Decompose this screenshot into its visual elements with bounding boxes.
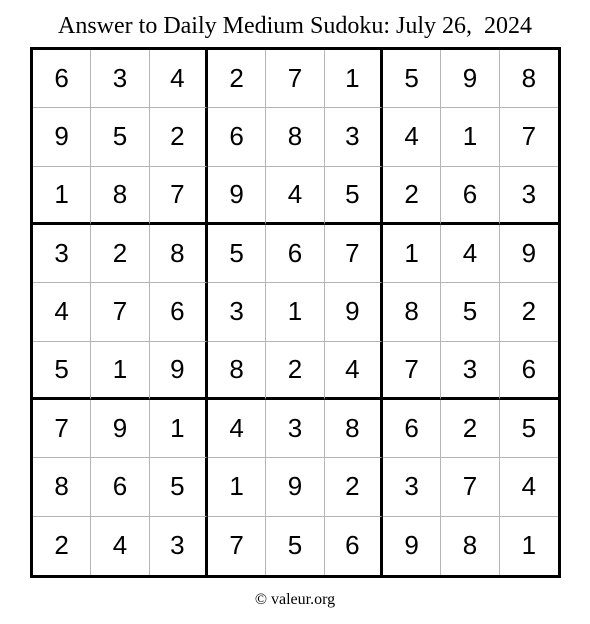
- sudoku-cell-r2c6: 3: [325, 108, 383, 166]
- sudoku-cell-r6c6: 4: [325, 342, 383, 400]
- sudoku-cell-r7c4: 4: [208, 400, 266, 458]
- sudoku-cell-r3c8: 6: [441, 167, 499, 225]
- sudoku-board: [30, 47, 561, 578]
- sudoku-cell-r8c6: 2: [325, 458, 383, 516]
- sudoku-cell-r4c8: 4: [441, 225, 499, 283]
- sudoku-cell-r2c5: 8: [266, 108, 324, 166]
- sudoku-cell-r6c2: 1: [91, 342, 149, 400]
- sudoku-cell-r5c6: 9: [325, 283, 383, 341]
- sudoku-cell-r5c7: 8: [383, 283, 441, 341]
- sudoku-cell-r3c4: 9: [208, 167, 266, 225]
- sudoku-cell-r7c1: 7: [33, 400, 91, 458]
- copyright-footer: © valeur.org: [254, 591, 336, 608]
- sudoku-cell-r9c3: 3: [150, 517, 208, 575]
- sudoku-cell-r6c3: 9: [150, 342, 208, 400]
- sudoku-cell-r1c7: 5: [383, 50, 441, 108]
- sudoku-cell-r2c3: 2: [150, 108, 208, 166]
- sudoku-cell-r7c3: 1: [150, 400, 208, 458]
- sudoku-cell-r1c9: 8: [500, 50, 558, 108]
- sudoku-cell-r3c6: 5: [325, 167, 383, 225]
- sudoku-cell-r4c4: 5: [208, 225, 266, 283]
- sudoku-cell-r6c1: 5: [33, 342, 91, 400]
- sudoku-cell-r6c8: 3: [441, 342, 499, 400]
- sudoku-cell-r1c1: 6: [33, 50, 91, 108]
- sudoku-cell-r7c8: 2: [441, 400, 499, 458]
- sudoku-cell-r8c1: 8: [33, 458, 91, 516]
- sudoku-cell-r2c2: 5: [91, 108, 149, 166]
- sudoku-cell-r8c5: 9: [266, 458, 324, 516]
- sudoku-cell-r2c8: 1: [441, 108, 499, 166]
- sudoku-cell-r9c5: 5: [266, 517, 324, 575]
- sudoku-cell-r1c2: 3: [91, 50, 149, 108]
- sudoku-cell-r5c8: 5: [441, 283, 499, 341]
- sudoku-cell-r4c1: 3: [33, 225, 91, 283]
- sudoku-cell-r9c9: 1: [521, 530, 537, 561]
- sudoku-cell-r4c3: 8: [150, 225, 208, 283]
- sudoku-cell-r8c3: 5: [150, 458, 208, 516]
- sudoku-cell-r3c5: 4: [266, 167, 324, 225]
- sudoku-cell-r2c9: 7: [500, 108, 558, 166]
- sudoku-cell-r7c9: 5: [500, 400, 558, 458]
- page-title: Answer to Daily Medium Sudoku: July 26, 2024: [58, 13, 532, 39]
- sudoku-cell-r9c1: 2: [33, 517, 91, 575]
- sudoku-cell-r4c6: 7: [325, 225, 383, 283]
- sudoku-cell-r9c2: 4: [91, 517, 149, 575]
- sudoku-cell-r6c9: 6: [500, 342, 558, 400]
- sudoku-cell-r9c7: 9: [383, 517, 441, 575]
- sudoku-cell-r4c7: 1: [383, 225, 441, 283]
- sudoku-cell-r6c5: 2: [266, 342, 324, 400]
- sudoku-cell-r3c2: 8: [91, 167, 149, 225]
- sudoku-cell-r7c2: 9: [91, 400, 149, 458]
- sudoku-cell-r8c7: 3: [383, 458, 441, 516]
- sudoku-cell-r2c1: 9: [33, 108, 91, 166]
- sudoku-cell-r1c5: 7: [266, 50, 324, 108]
- sudoku-cell-r3c9: 3: [500, 167, 558, 225]
- sudoku-cell-r5c2: 7: [91, 283, 149, 341]
- sudoku-cell-r5c5: 1: [266, 283, 324, 341]
- sudoku-cell-r3c7: 2: [383, 167, 441, 225]
- sudoku-cell-r1c6: 1: [325, 50, 383, 108]
- sudoku-cell-r4c9: 9: [500, 225, 558, 283]
- sudoku-cell-r8c8: 7: [441, 458, 499, 516]
- sudoku-cell-r2c7: 4: [383, 108, 441, 166]
- sudoku-cell-r1c4: 2: [208, 50, 266, 108]
- sudoku-cell-r5c4: 3: [208, 283, 266, 341]
- sudoku-cell-r9c6: 6: [325, 517, 383, 575]
- sudoku-cell-r5c3: 6: [150, 283, 208, 341]
- sudoku-cell-r6c7: 7: [383, 342, 441, 400]
- sudoku-cell-r9c8: 8: [441, 517, 499, 575]
- sudoku-cell-r4c5: 6: [266, 225, 324, 283]
- sudoku-cell-r8c2: 6: [91, 458, 149, 516]
- sudoku-cell-r8c4: 1: [208, 458, 266, 516]
- sudoku-cell-r1c3: 4: [150, 50, 208, 108]
- sudoku-cell-r8c9: 4: [500, 458, 558, 516]
- sudoku-cell-r6c4: 8: [208, 342, 266, 400]
- sudoku-cell-r2c4: 6: [208, 108, 266, 166]
- sudoku-cell-r1c8: 9: [441, 50, 499, 108]
- sudoku-cell-r9c4: 7: [208, 517, 266, 575]
- sudoku-cell-r7c6: 8: [325, 400, 383, 458]
- sudoku-cell-r3c3: 7: [150, 167, 208, 225]
- sudoku-cell-r4c2: 2: [91, 225, 149, 283]
- sudoku-cell-r7c5: 3: [266, 400, 324, 458]
- sudoku-cell-r7c7: 6: [383, 400, 441, 458]
- sudoku-cell-r5c1: 4: [33, 283, 91, 341]
- sudoku-cell-r5c9: 2: [500, 283, 558, 341]
- sudoku-cell-r3c1: 1: [33, 167, 91, 225]
